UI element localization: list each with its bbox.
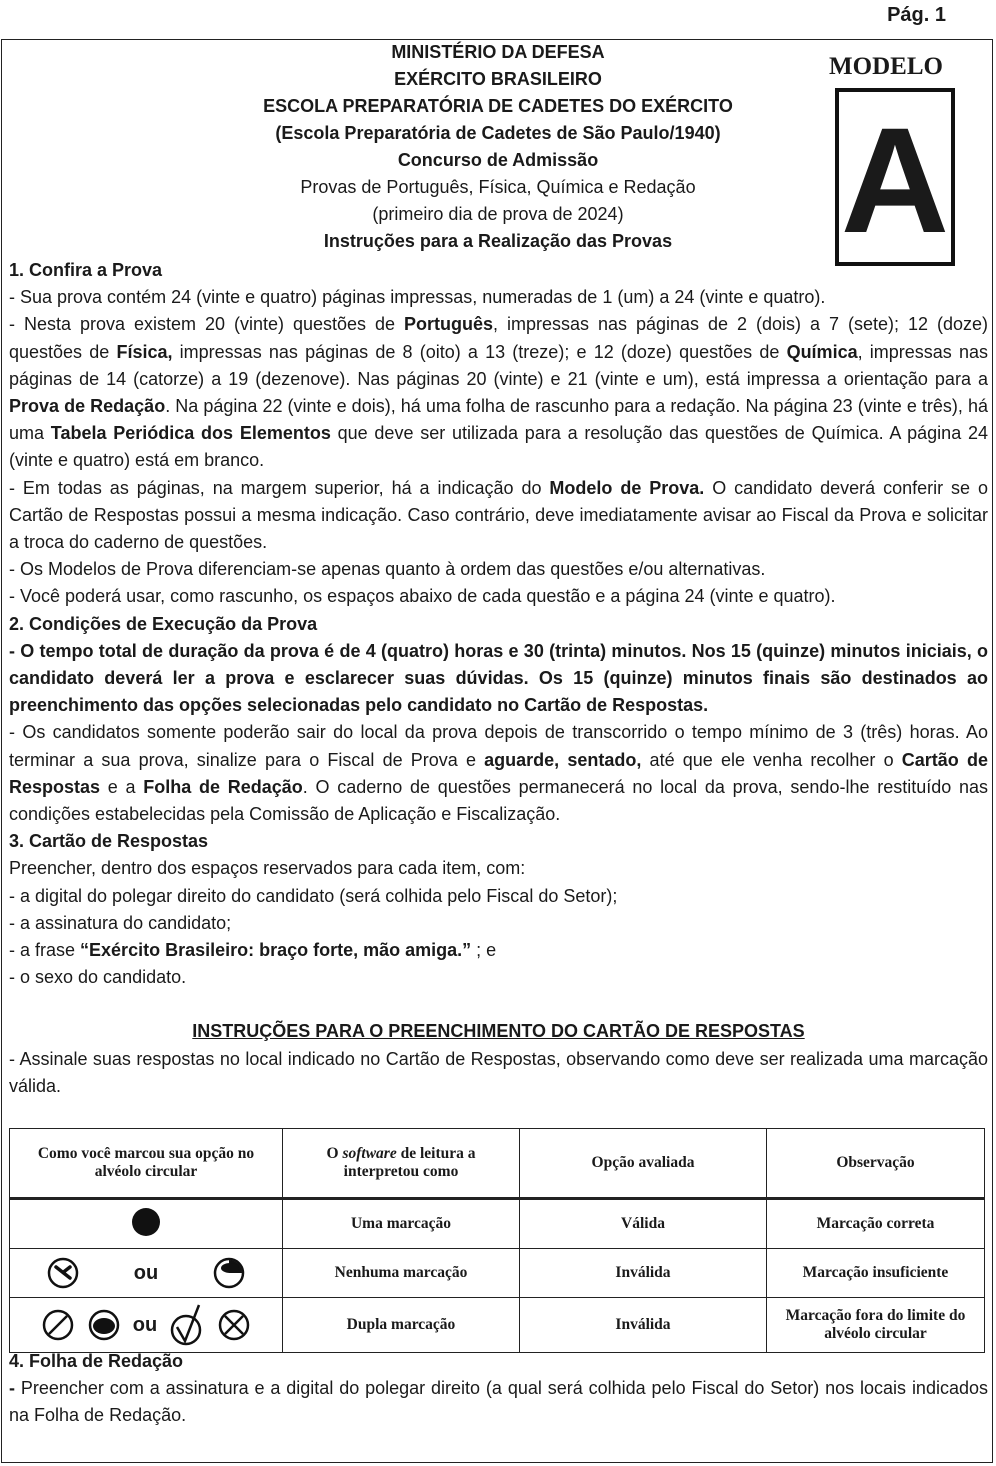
cell-obs: Marcação fora do limite do alvéolo circular xyxy=(767,1298,985,1353)
section-1-p4: - Os Modelos de Prova diferenciam-se apenas quanto à ordem das questões e/ou alternativas. xyxy=(9,559,766,580)
modelo-box xyxy=(835,88,955,266)
mark-examples-valid xyxy=(10,1199,283,1249)
instructions-text: - Assinale suas respostas no local indicado no Cartão de Respostas, observando como deve ser realizada uma marcação válida. xyxy=(9,1048,988,1096)
header-line-provas: Provas de Português, Física, Química e Redação xyxy=(300,177,696,197)
partial-x-circle-icon xyxy=(46,1256,80,1290)
ou-text: ou xyxy=(132,1313,158,1336)
section-2-title: 2. Condições de Execução da Prova xyxy=(9,613,318,634)
filled-circle-icon xyxy=(130,1206,162,1238)
partial-fill-circle-icon xyxy=(212,1256,246,1290)
ou-text: ou xyxy=(133,1261,159,1284)
header-line-instrucoes: Instruções para a Realização das Provas xyxy=(323,231,673,251)
cell-interp: Dupla marcação xyxy=(283,1298,520,1353)
section-3-item-frase: - a frase “Exército Brasileiro: braço forte, mão amiga.” ; e xyxy=(9,940,497,961)
instructions-body xyxy=(9,257,988,1100)
table-row xyxy=(10,1199,985,1249)
section-1-p2: - Nesta prova existem 20 (vinte) questões de Português, impressas nas páginas de 2 (dois) a 7 (sete); 12 (doze) questões de Física, impressas nas páginas de 8 (oito) a 13 (treze); e 12 (doze) questões de Química, impressas nas páginas de 14 (catorze) a 19 (dezenove). Nas páginas 20 (vinte) e 21 (vinte e um), está impressa a orientação para a Prova de Redação. Na página 22 (vinte e dois), há uma folha de rascunho para a redação. Na página 23 (vinte e três), há uma Tabela Periódica dos Elementos que deve ser utilizada para a resolução das questões de Química. A página 24 (vinte e quatro) está em branco. xyxy=(9,314,989,471)
table-row xyxy=(10,1249,985,1298)
mark-examples-insufficient xyxy=(10,1249,283,1298)
section-3-item-digital: - a digital do polegar direito do candidato (será colhida pelo Fiscal do Setor); xyxy=(9,885,618,906)
section-3-intro: Preencher, dentro dos espaços reservados para cada item, com: xyxy=(9,858,526,879)
instructions-title: INSTRUÇÕES PARA O PREENCHIMENTO DO CARTÃO DE RESPOSTAS xyxy=(192,1021,805,1042)
header-line-escola: ESCOLA PREPARATÓRIA DE CADETES DO EXÉRCITO xyxy=(263,96,733,116)
cell-opcao: Inválida xyxy=(520,1249,767,1298)
section-4 xyxy=(9,1348,988,1430)
cell-opcao: Inválida xyxy=(520,1298,767,1353)
overfilled-circle-icon xyxy=(87,1308,121,1342)
header-line-concurso: Concurso de Admissão xyxy=(397,150,599,170)
x-circle-icon xyxy=(217,1308,251,1342)
section-1-p1: - Sua prova contém 24 (vinte e quatro) páginas impressas, numeradas de 1 (um) a 24 (vinte e quatro). xyxy=(9,287,826,308)
col-header-marcou: Como você marcou sua opção no alvéolo circular xyxy=(10,1129,283,1199)
check-circle-icon xyxy=(169,1303,205,1347)
header-line-escola-sp: (Escola Preparatória de Cadetes de São Paulo/1940) xyxy=(275,123,721,143)
cell-obs: Marcação insuficiente xyxy=(767,1249,985,1298)
col-header-observacao: Observação xyxy=(767,1129,985,1199)
section-2-p2: - Os candidatos somente poderão sair do local da prova depois de transcorrido o tempo mínimo de 3 (três) horas. Ao terminar a sua prova, sinalize para o Fiscal de Prova e aguarde, sentado, até que ele venha recolher o Cartão de Respostas e a Folha de Redação. O caderno de questões permanecerá no local da prova, sendo-lhe restituído nas condições estabelecidas pela Comissão de Aplicação e Fiscalização. xyxy=(9,722,989,825)
section-3-item-sexo: - o sexo do candidato. xyxy=(9,967,187,988)
col-header-opcao: Opção avaliada xyxy=(520,1129,767,1199)
modelo-label: MODELO xyxy=(829,53,943,80)
marking-table xyxy=(9,1128,985,1353)
header-line-dia: (primeiro dia de prova de 2024) xyxy=(372,204,624,224)
mark-examples-double xyxy=(10,1298,283,1353)
section-1-p3: - Em todas as páginas, na margem superior, há a indicação do Modelo de Prova. O candidato deverá conferir se o Cartão de Respostas possui a mesma indicação. Caso contrário, deve imediatamente avisar ao Fiscal da Prova e solicitar a troca do caderno de questões. xyxy=(9,477,989,553)
slash-circle-icon xyxy=(41,1308,75,1342)
col-header-interpretou: O software de leitura a interpretou como xyxy=(283,1129,520,1199)
section-4-p1: - Preencher com a assinatura e a digital do polegar direito (a qual será colhida pelo Fiscal do Setor) nos locais indicados na Folha de Redação. xyxy=(9,1378,988,1426)
header-line-exercito: EXÉRCITO BRASILEIRO xyxy=(394,69,602,89)
table-row xyxy=(10,1298,985,1353)
section-4-title: 4. Folha de Redação xyxy=(9,1351,184,1371)
cell-opcao: Válida xyxy=(520,1199,767,1249)
modelo-letter: A xyxy=(840,96,950,264)
section-1-p5: - Você poderá usar, como rascunho, os espaços abaixo de cada questão e a página 24 (vinte e quatro). xyxy=(9,586,836,607)
section-2-p1: - O tempo total de duração da prova é de 4 (quatro) horas e 30 (trinta) minutos. Nos 15 (quinze) minutos iniciais, o candidato deverá ler a prova e esclarecer suas dúvidas. Os 15 (quinze) minutos finais são destinados ao preenchimento das opções selecionadas pelo candidato no Cartão de Respostas. xyxy=(9,640,988,716)
section-1-title: 1. Confira a Prova xyxy=(9,260,163,280)
page-number: Pág. 1 xyxy=(887,4,946,26)
cell-interp: Uma marcação xyxy=(283,1199,520,1249)
section-3-title: 3. Cartão de Respostas xyxy=(9,831,209,852)
cell-interp: Nenhuma marcação xyxy=(283,1249,520,1298)
section-3-item-assinatura: - a assinatura do candidato; xyxy=(9,912,232,933)
header-line-ministerio: MINISTÉRIO DA DEFESA xyxy=(391,42,605,62)
cell-obs: Marcação correta xyxy=(767,1199,985,1249)
